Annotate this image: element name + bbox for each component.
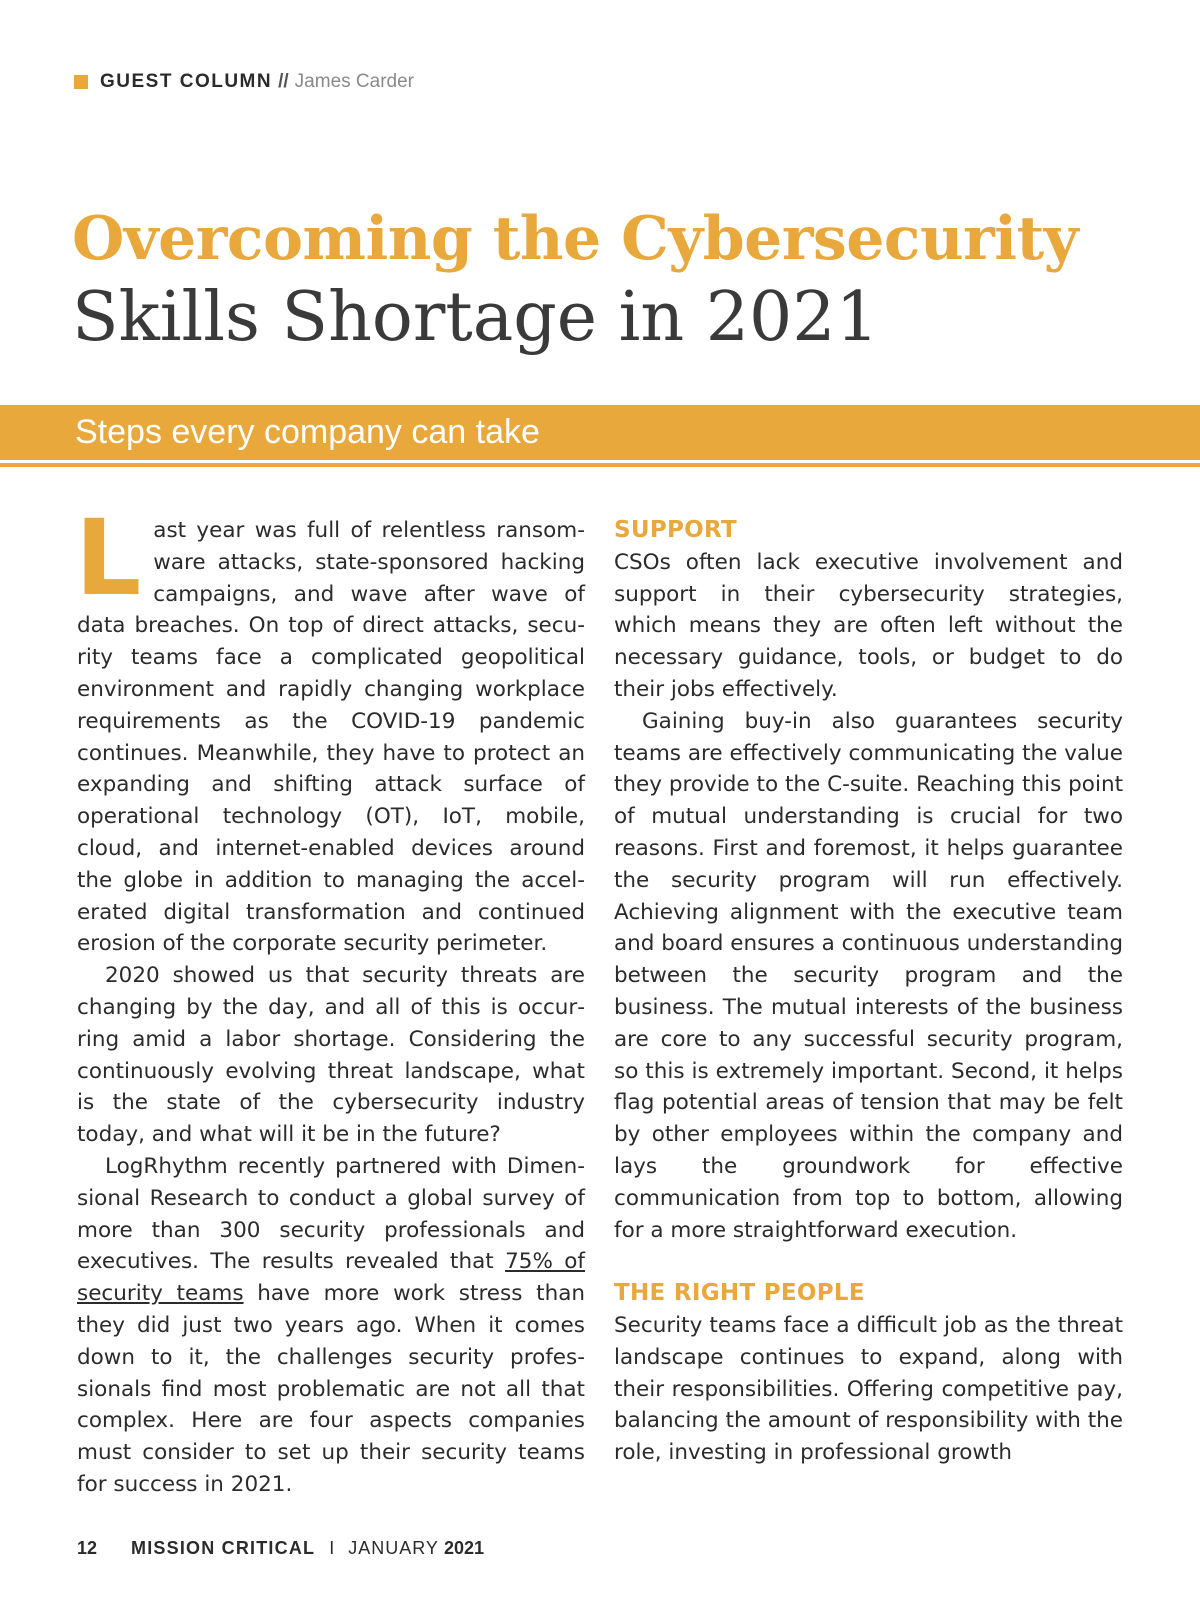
- intro-paragraph-text: ast year was full of relentless ransomware attacks, state-sponsored hacking campaigns, and wave after wave of data breaches. On top of direct attacks, security teams face a complicated geopolitical environment and rapidly changing workplace requirements as the COVID-19 pandemic continues. Meanwhile, they have to protect an expanding and shifting attack surface of operational technology (OT), IoT, mobile, cloud, and internet-enabled devices around the globe in addition to managing the accelerated digital transformation and continued erosion of the corporate security perimeter.: [77, 518, 585, 957]
- section-marker-square: [74, 75, 88, 89]
- page-number: 12: [77, 1538, 98, 1558]
- section-heading-support: SUPPORT: [614, 517, 737, 543]
- subtitle-band-rule: [0, 463, 1200, 467]
- intro-paragraph: [75, 497, 585, 960]
- magazine-name: MISSION CRITICAL: [131, 1538, 316, 1558]
- kicker-separator: //: [278, 71, 289, 92]
- survey-stat-link[interactable]: 75% of security teams: [77, 1249, 585, 1307]
- section-heading-right-people: THE RIGHT PEOPLE: [614, 1280, 865, 1307]
- body-paragraph: 2020 showed us that security threats are changing by the day, and all of this is occurring amid a labor shortage. Considering the continuously evolving threat landscape, what is the state of the cybersecurity industry today, and what will it be in the future?: [77, 963, 585, 1148]
- body-paragraph: CSOs often lack executive involvement and support in their cybersecurity strategies, which means they are often left without the necessary guidance, tools, or budget to do their jobs effectively.: [614, 549, 1123, 702]
- issue-year: 2021: [443, 1538, 485, 1558]
- issue-month: JANUARY: [348, 1538, 439, 1558]
- author-name: James Carder: [294, 71, 414, 92]
- footer-separator: I: [329, 1538, 335, 1558]
- right-column: [614, 515, 1123, 1469]
- section-label: GUEST COLUMN: [100, 71, 273, 92]
- left-column: [75, 497, 585, 1501]
- body-paragraph: Security teams face a difficult job as the threat landscape continues to expand, along with their responsibilities. Offering competitive pay, balancing the amount of responsibility with the role, investing in professional growth: [614, 1312, 1123, 1466]
- body-paragraph: Gaining buy-in also guarantees security teams are effectively communicating the value they provide to the C-suite. Reaching this point of mutual understanding is crucial for two reasons. First and foremost, it helps guarantee the security program will run effectively. Achieving alignment with the executive team and board ensures a continuous understanding between the security program and the business. The mutual interests of the business are core to any successful security program, so this is extremely important. Second, it helps flag potential areas of tension that may be felt by other employees within the company and lays the groundwork for effective communication from top to bottom, allowing for a more straightforward execution.: [614, 708, 1123, 1243]
- article-subtitle: Steps every company can take: [75, 413, 540, 451]
- article-title-line1: Overcoming the Cybersecurity: [72, 204, 1079, 274]
- drop-cap: L: [75, 497, 142, 619]
- body-paragraph: [77, 1151, 585, 1501]
- page-footer: [77, 1538, 484, 1559]
- article-title-line2: Skills Shortage in 2021: [72, 278, 879, 357]
- survey-text-start: LogRhythm recently partnered with Dimensional Research to conduct a global survey of more than 300 security professionals and executives. The results revealed that: [77, 1153, 585, 1275]
- survey-text-end: have more work stress than they did just two years ago. When it comes down to it, the challenges security professionals find most problematic are not all that complex. Here are four aspects companies must consider to set up their security teams for success in 2021.: [77, 1281, 585, 1497]
- column-kicker: [74, 70, 414, 94]
